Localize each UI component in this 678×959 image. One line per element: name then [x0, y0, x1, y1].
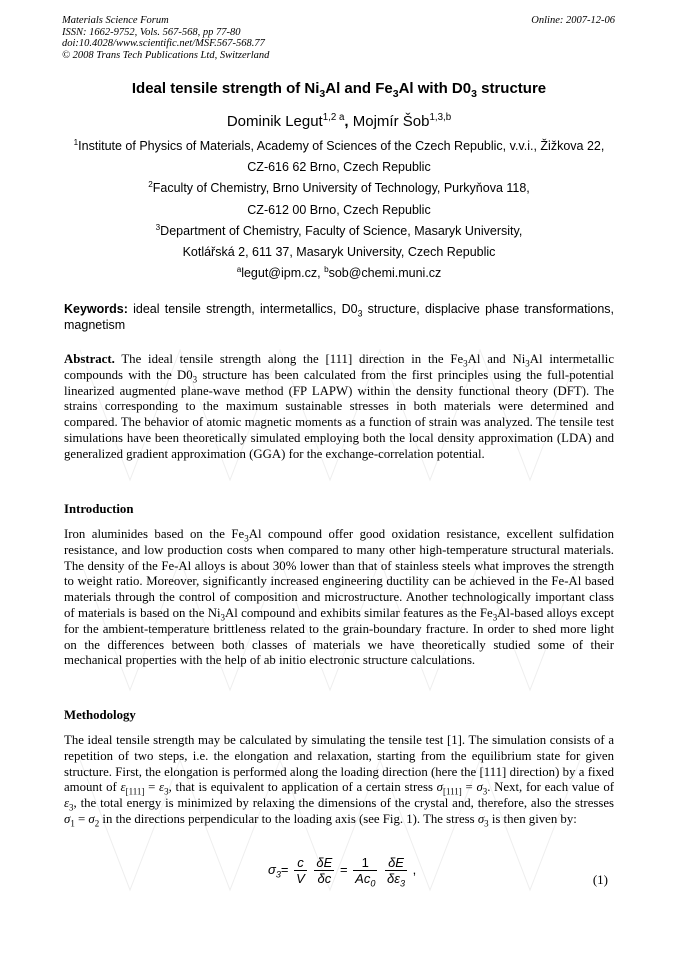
keywords-label: Keywords:	[64, 302, 128, 316]
journal-header	[62, 15, 269, 61]
abstract-label: Abstract.	[64, 352, 115, 366]
frac-1-over-ac0: $\frac{1}{Ac_0}$	[355, 855, 376, 889]
abstract: Abstract. The ideal tensile strength along the [111] direction in the $Fe_3Al$ and $Ni_3Al$ intermetallic compounds with the $D0_3$ structure has been calculated from the first principles using the full-potential linearized augmented plane-wave method (FP LAPW) within the density functional theory (DFT). The strains corresponding to the maximum sustainable stresses in both materials were determined and compared. The behavior of atomic magnetic moments as a function of strain was analyzed. The tensile test simulations have been theoretically simulated employing both the local density approximation (LDA) and generalized gradient approximation (GGA) for the exchange-correlation potential.	[64, 352, 614, 461]
author-sob: Mojmír Šob	[352, 113, 430, 130]
author-legut: Dominik Legut	[226, 113, 323, 130]
affiliation-1-line-2: CZ-616 62 Brno, Czech Republic	[247, 160, 431, 174]
keywords: Keywords: ideal tensile strength, intermetallics, $D0_3$ structure, displacive phase transformations, magnetism	[64, 302, 614, 332]
frac-de-over-deps3: $\frac{\delta E}{\delta\varepsilon_3}$	[387, 855, 406, 889]
affiliation-2-line-2: CZ-612 00 Brno, Czech Republic	[247, 203, 431, 217]
introduction-heading: Introduction	[64, 502, 134, 516]
methodology-heading: Methodology	[64, 708, 136, 722]
author-line: Dominik Legut$^{1,2 a}$, Mojmír Šob$^{1,3,b}$	[226, 112, 452, 130]
email-line: $^a$legut@ipm.cz, $^b$sob@chemi.muni.cz	[236, 264, 442, 280]
journal-name: Materials Science Forum	[62, 15, 169, 26]
doi-line: doi:10.4028/www.scientific.net/MSF.567-568.77	[62, 38, 265, 49]
equation-number: (1)	[592, 872, 608, 887]
issn-line: ISSN: 1662-9752, Vols. 567-568, pp 77-80	[62, 26, 241, 38]
copyright-line: © 2008 Trans Tech Publications Ltd, Switzerland	[62, 49, 270, 61]
affiliation-2-line-1: $^2$Faculty of Chemistry, Brno University of Technology, Purkyňova 118,	[148, 179, 530, 195]
affiliation-3-line-2: Kotlářská 2, 611 37, Masaryk University, Czech Republic	[182, 245, 496, 259]
frac-de-over-dc: $\frac{\delta E}{\delta c}$	[316, 855, 333, 886]
methodology-text: The ideal tensile strength may be calculated by simulating the tensile test [1]. The simulation consists of a repetition of two steps, i.e. the elongation and relaxation, starting from the equilibrium state for given structure. First, the elongation is performed along the loading direction (here the [111] direction) by a fixed amount of $\varepsilon_{[111]} = \varepsilon_3$, that is equivalent to application of a certain stress $\sigma_{[111]} = \sigma_3$. Next, for each value of $\varepsilon_3$, the total energy is minimized by relaxing the dimensions of the crystal and, therefore, also the stresses $\sigma_1 = \sigma_2$ in the directions perpendicular to the loading axis (see Fig. 1). The stress $\sigma_3$ is then given by:	[64, 733, 614, 829]
equation-1: $\sigma_3=$ $\frac{c}{V}$ $\frac{\delta E}{\delta c}$ = $\frac{1}{Ac_0}$ $\frac{\delta E}{\delta\varepsilon_3}$ ,	[268, 855, 417, 889]
introduction-text: Iron aluminides based on the $Fe_3Al$ compound offer good oxidation resistance, excellent sulfidation resistance, and low production costs when compared to many other high-temperature structural materials. The density of the Fe-Al alloys is about 30% lower than that of stainless steels what improves the strength to weight ratio. Moreover, significantly increased engineering ductility can be achieved in the Fe-Al based materials through the control of composition and microstructure. Another technologically important class of materials is based on the $Ni_3Al$ compound and exhibits similar features as the $Fe_3Al$-based alloys except for the ambient-temperature brittleness related to the grain-boundary fracture. In order to shed more light on the differences between both classes of materials we have theoretically studied some of their mechanical properties with the help of ab initio electronic structure calculations.	[64, 527, 615, 668]
paper-title: Ideal tensile strength of $Ni_3Al$ and $Fe_3Al$ with $D0_3$ structure	[131, 80, 547, 100]
affiliation-1-line-1: $^1$Institute of Physics of Materials, Academy of Sciences of the Czech Republic, v.v.i., Žižkova 22,	[73, 137, 605, 153]
email-legut[interactable]: legut@ipm.cz,	[241, 266, 325, 280]
frac-c-over-v: $\frac{c}{V}$	[296, 855, 305, 886]
email-sob[interactable]: sob@chemi.muni.cz	[328, 266, 442, 280]
affiliation-3-line-1: $^3$Department of Chemistry, Faculty of Science, Masaryk University,	[155, 222, 523, 238]
online-date: Online: 2007-12-06	[531, 15, 615, 26]
